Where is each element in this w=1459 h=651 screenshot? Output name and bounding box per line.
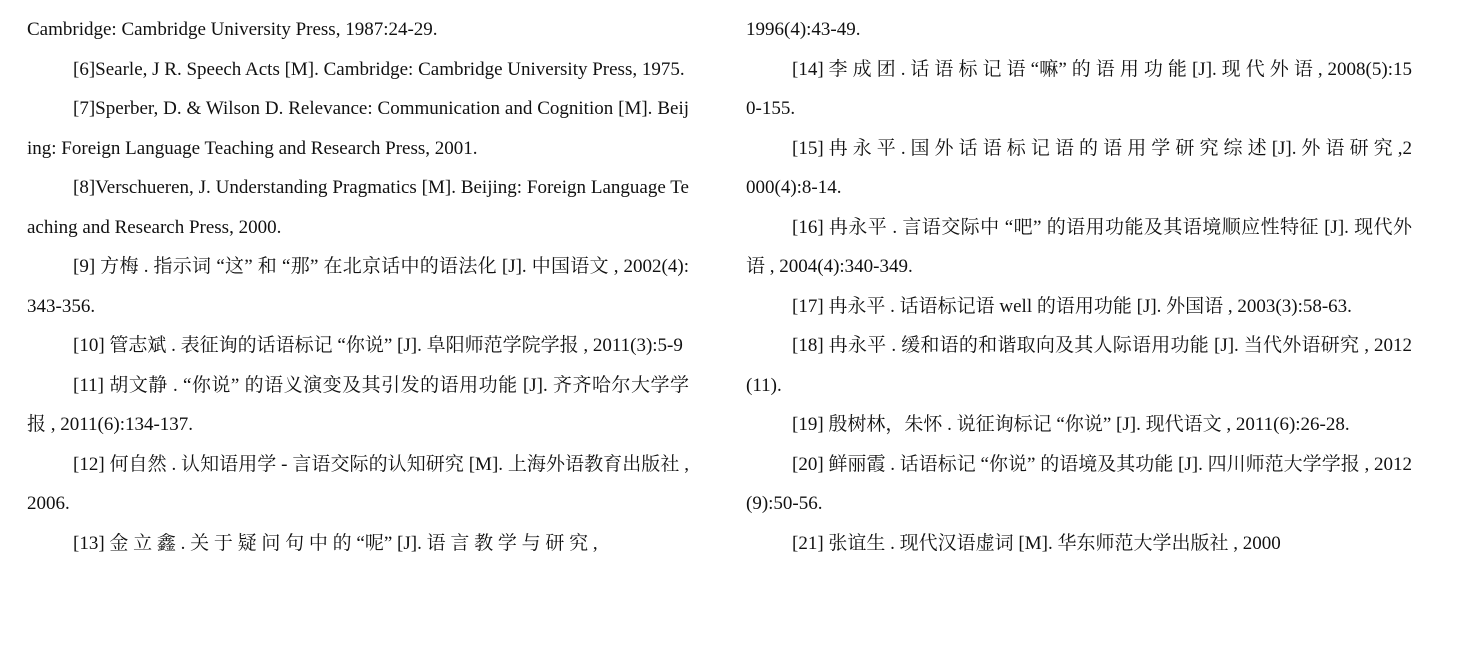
reference-entry: [11] 胡文静 . “你说” 的语义演变及其引发的语用功能 [J]. 齐齐哈尔大学学报 , 2011(6):134-137.: [27, 374, 689, 435]
reference-entry: 1996(4):43-49.: [746, 19, 861, 40]
reference-entry: [18] 冉永平 . 缓和语的和谐取向及其人际语用功能 [J]. 当代外语研究 , 2012(11).: [746, 335, 1412, 396]
reference-entry: [15] 冉 永 平 . 国 外 话 语 标 记 语 的 语 用 学 研 究 综 述 [J]. 外 语 研 究 ,2000(4):8-14.: [746, 137, 1412, 198]
reference-entry: [10] 管志斌 . 表征询的话语标记 “你说” [J]. 阜阳师范学院学报 , 2011(3):5-9: [73, 335, 683, 356]
reference-entry: [14] 李 成 团 . 话 语 标 记 语 “嘛” 的 语 用 功 能 [J]. 现 代 外 语 , 2008(5):150-155.: [746, 58, 1412, 119]
reference-entry: [19] 殷树林，朱怀 . 说征询标记 “你说” [J]. 现代语文 , 2011(6):26-28.: [792, 414, 1350, 435]
reference-entry: [17] 冉永平 . 话语标记语 well 的语用功能 [J]. 外国语 , 2003(3):58-63.: [792, 295, 1352, 317]
reference-entry: [21] 张谊生 . 现代汉语虚词 [M]. 华东师范大学出版社 , 2000: [792, 532, 1281, 554]
reference-entry: [6]Searle, J R. Speech Acts [M]. Cambridge: Cambridge University Press, 1975.: [73, 58, 685, 80]
reference-entry: [16] 冉永平 . 言语交际中 “吧” 的语用功能及其语境顺应性特征 [J]. 现代外语 , 2004(4):340-349.: [746, 216, 1412, 277]
reference-entry: [20] 鲜丽霞 . 话语标记 “你说” 的语境及其功能 [J]. 四川师范大学学报 , 2012(9):50-56.: [746, 453, 1412, 514]
reference-entry: [12] 何自然 . 认知语用学 - 言语交际的认知研究 [M]. 上海外语教育出版社 , 2006.: [27, 453, 689, 514]
reference-entry: [9] 方梅 . 指示词 “这” 和 “那” 在北京话中的语法化 [J]. 中国语文 , 2002(4):343-356.: [27, 256, 689, 317]
reference-entry: [8]Verschueren, J. Understanding Pragmatics [M]. Beijing: Foreign Language Teaching and Research Press, 2000.: [27, 177, 689, 238]
reference-entry: [13] 金 立 鑫 . 关 于 疑 问 句 中 的 “呢” [J]. 语 言 教 学 与 研 究 ,: [73, 532, 598, 554]
references-left-column: [27, 10, 689, 563]
reference-entry: Cambridge: Cambridge University Press, 1987:24-29.: [27, 19, 438, 40]
reference-entry: [7]Sperber, D. & Wilson D. Relevance: Communication and Cognition [M]. Beijing: Foreign Language Teaching and Research Press, 2001.: [27, 98, 689, 159]
references-right-column: [746, 10, 1412, 563]
